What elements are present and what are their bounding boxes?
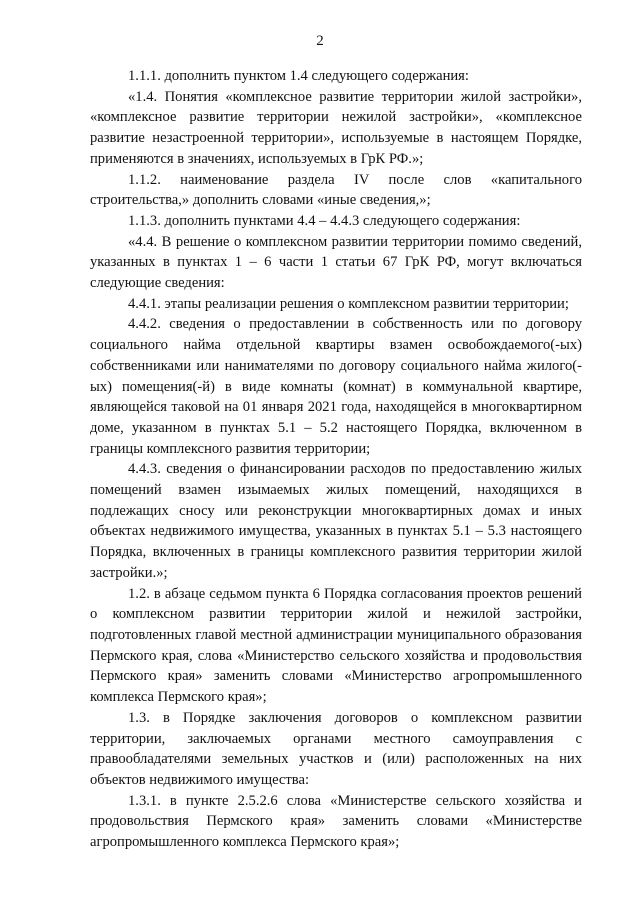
paragraph-1-4-definitions: «1.4. Понятия «комплексное развитие территории жилой застройки», «комплексное развитие территории нежилой застройки», «комплексное развитие незастроенной территории», используемые в настоящем Порядке, применяются в значениях, используемых в ГрК РФ.»;: [90, 88, 582, 167]
paragraph-4-4-2: 4.4.2. сведения о предоставлении в собственность или по договору социального найма отдельной квартиры взамен освобождаемого(-ых) собственниками или нанимателями по договору социального найма жилого(-ых) помещения(-й) в виде комнаты (комнат) в коммунальной квартире, являющейся таковой на 01 января 2021 года, находящейся в многоквартирном доме, указанном в пунктах 5.1 – 5.2 настоящего Порядка, включенном в границы комплексного развития территории;: [90, 316, 582, 457]
paragraph-4-4-3: 4.4.3. сведения о финансировании расходов по предоставлению жилых помещений взамен изымаемых жилых помещений, находящихся в подлежащих сносу или реконструкции многоквартирных домах и иных объектах недвижимого имущества, указанных в пунктах 5.1 – 5.3 настоящего Порядка, включенных в границы комплексного развития территории жилой застройки.»;: [90, 461, 582, 581]
paragraph-1-3-1: 1.3.1. в пункте 2.5.2.6 слова «Министерстве сельского хозяйства и продовольствия Пермского края» заменить словами «Министерстве агропромышленного комплекса Пермского края»;: [90, 792, 582, 851]
page-number: 2: [316, 33, 324, 49]
paragraph-1-2: 1.2. в абзаце седьмом пункта 6 Порядка согласования проектов решений о комплексном развитии территории жилой и нежилой застройки, подготовленных главой местной администрации муниципального образования Пермского края, слова «Министерство сельского хозяйства и продовольствия Пермского края» заменить словами «Министерство агропромышленного комплекса Пермского края»;: [90, 585, 582, 706]
paragraph-4-4-1: 4.4.1. этапы реализации решения о комплексном развитии территории;: [128, 295, 569, 312]
paragraph-1-3: 1.3. в Порядке заключения договоров о комплексном развитии территории, заключаемых органами местного самоуправления с правообладателями земельных участков и (или) расположенных на них объектов недвижимого имущества:: [90, 709, 582, 788]
paragraph-1-1-3: 1.1.3. дополнить пунктами 4.4 – 4.4.3 следующего содержания:: [128, 212, 521, 229]
paragraph-1-1-2: 1.1.2. наименование раздела IV после слов «капитального строительства,» дополнить словами «иные сведения,»;: [90, 171, 582, 209]
paragraph-1-1-1: 1.1.1. дополнить пунктом 1.4 следующего содержания:: [128, 68, 469, 84]
paragraph-4-4: «4.4. В решение о комплексном развитии территории помимо сведений, указанных в пунктах 1 – 6 части 1 статьи 67 ГрК РФ, могут включаться следующие сведения:: [90, 233, 582, 292]
document-body: [90, 66, 582, 853]
